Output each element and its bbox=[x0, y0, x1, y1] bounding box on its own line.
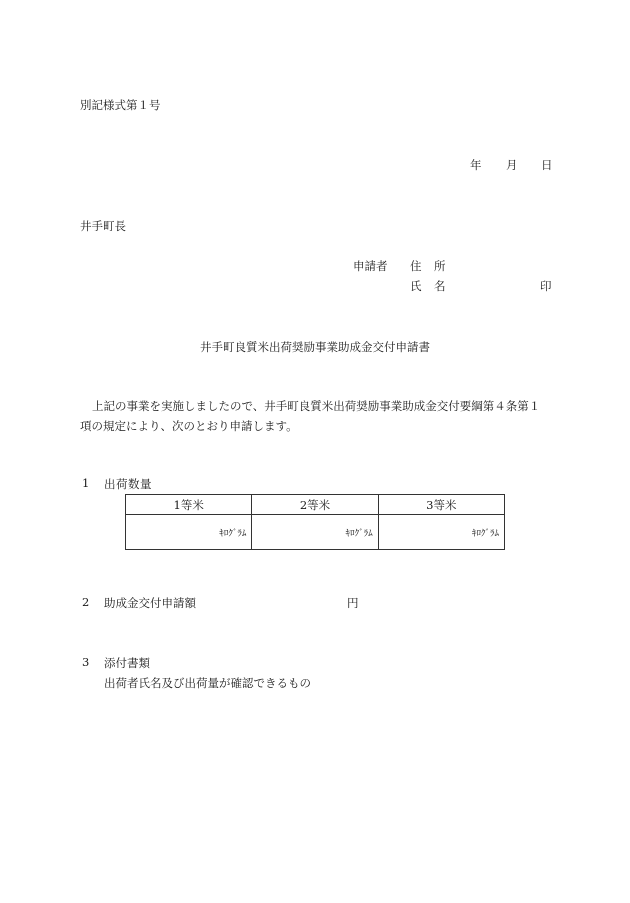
section-1-title: 出荷数量 bbox=[104, 477, 152, 491]
grade-1-quantity-cell[interactable] bbox=[126, 515, 252, 550]
address-label-char2: 所 bbox=[434, 259, 446, 273]
name-label-char2: 名 bbox=[434, 279, 446, 293]
grade-3-quantity-cell[interactable] bbox=[378, 515, 504, 550]
date-month-label: 月 bbox=[506, 158, 518, 172]
form-number: 別記様式第１号 bbox=[80, 98, 161, 112]
body-text-line-2: 項の規定により、次のとおり申請します。 bbox=[80, 419, 298, 433]
section-2-number: 2 bbox=[82, 595, 90, 609]
unit-label: ｷﾛｸﾞﾗﾑ bbox=[345, 528, 373, 539]
yen-unit: 円 bbox=[347, 596, 359, 610]
unit-label: ｷﾛｸﾞﾗﾑ bbox=[219, 528, 247, 539]
name-label-char1: 氏 bbox=[410, 279, 422, 293]
section-3-title: 添付書類 bbox=[104, 656, 150, 670]
grade-3-header: 3等米 bbox=[378, 495, 504, 515]
shipment-quantity-table bbox=[125, 494, 505, 550]
section-3-number: 3 bbox=[82, 655, 90, 669]
grade-2-quantity-cell[interactable] bbox=[252, 515, 378, 550]
grade-1-header: 1等米 bbox=[126, 495, 252, 515]
table-header-row bbox=[126, 495, 505, 515]
section-1-number: 1 bbox=[82, 476, 90, 490]
addressee: 井手町長 bbox=[80, 219, 126, 233]
seal-mark: 印 bbox=[540, 279, 552, 293]
grade-2-header: 2等米 bbox=[252, 495, 378, 515]
table-value-row bbox=[126, 515, 505, 550]
document-title: 井手町良質米出荷奨励事業助成金交付申請書 bbox=[200, 340, 430, 354]
date-year-label: 年 bbox=[470, 158, 482, 172]
attachment-item: 出荷者氏名及び出荷量が確認できるもの bbox=[104, 676, 311, 690]
body-text-line-1: 上記の事業を実施しましたので、井手町良質米出荷奨励事業助成金交付要綱第４条第１ bbox=[92, 399, 541, 413]
applicant-label: 申請者 bbox=[353, 259, 388, 273]
date-day-label: 日 bbox=[541, 158, 553, 172]
address-label-char1: 住 bbox=[410, 259, 422, 273]
section-2-title: 助成金交付申請額 bbox=[104, 596, 196, 610]
unit-label: ｷﾛｸﾞﾗﾑ bbox=[471, 528, 499, 539]
